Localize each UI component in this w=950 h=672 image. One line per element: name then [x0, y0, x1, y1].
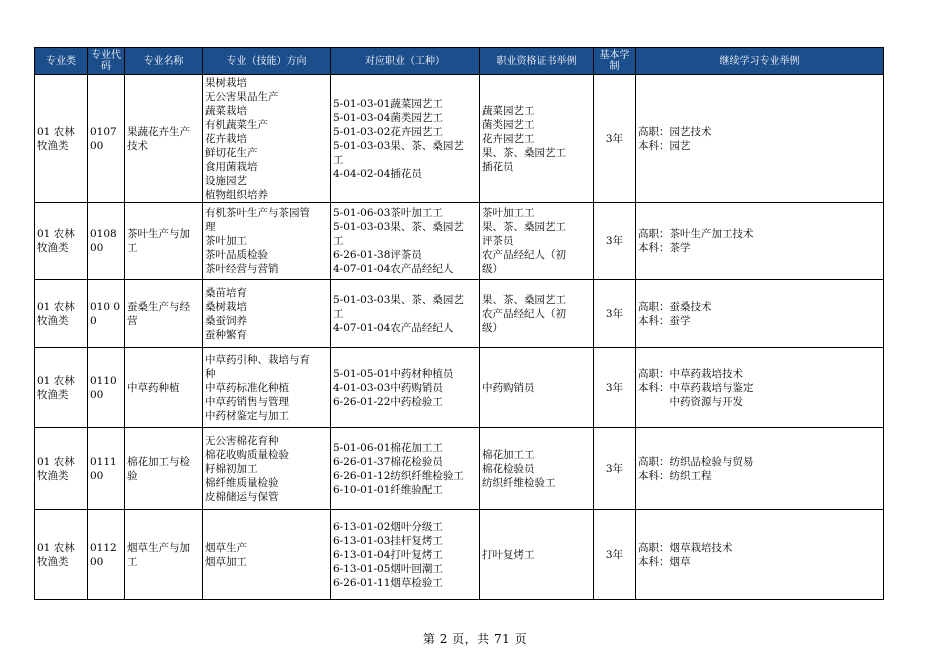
cell-code: 010700	[88, 75, 125, 203]
header-certs: 职业资格证书举例	[480, 48, 594, 75]
header-row	[35, 48, 884, 75]
cell-certs: 茶叶加工工 果、茶、桑园艺工 评茶员 农产品经纪人（初 级）	[480, 203, 594, 280]
specialty-table	[34, 47, 884, 600]
header-jobs: 对应职业（工种）	[331, 48, 480, 75]
cell-continue: 高职：烟草栽培技术 本科：烟草	[636, 510, 884, 600]
cell-certs: 中药购销员	[480, 348, 594, 428]
cell-jobs: 5-01-05-01中药材种植员 4-01-03-03中药购销员 6-26-01-22中药检验工	[331, 348, 480, 428]
cell-category: 01 农林 牧渔类	[35, 75, 88, 203]
header-continue: 继续学习专业举例	[636, 48, 884, 75]
cell-years: 3年	[594, 428, 636, 510]
cell-jobs: 5-01-03-01蔬菜园艺工 5-01-03-04菌类园艺工 5-01-03-02花卉园艺工 5-01-03-03果、茶、桑园艺 工 4-04-02-04插花员	[331, 75, 480, 203]
header-code: 专业代码	[88, 48, 125, 75]
cell-category: 01 农林 牧渔类	[35, 280, 88, 348]
cell-years: 3年	[594, 348, 636, 428]
cell-continue: 高职：园艺技术 本科：园艺	[636, 75, 884, 203]
header-years: 基本学制	[594, 48, 636, 75]
cell-years: 3年	[594, 75, 636, 203]
cell-certs: 棉花加工工 棉花检验员 纺织纤维检验工	[480, 428, 594, 510]
cell-jobs: 5-01-06-01棉花加工工 6-26-01-37棉花检验员 6-26-01-12纺织纤维检验工 6-10-01-01纤维验配工	[331, 428, 480, 510]
table-row	[35, 428, 884, 510]
cell-direction: 有机茶叶生产与茶园管 理 茶叶加工 茶叶品质检验 茶叶经营与营销	[203, 203, 331, 280]
cell-years: 3年	[594, 510, 636, 600]
cell-jobs: 6-13-01-02烟叶分级工 6-13-01-03挂杆复烤工 6-13-01-04打叶复烤工 6-13-01-05烟叶回潮工 6-26-01-11烟草检验工	[331, 510, 480, 600]
cell-continue: 高职：蚕桑技术 本科：蚕学	[636, 280, 884, 348]
cell-years: 3年	[594, 203, 636, 280]
page-footer: 第 2 页，共 71 页	[422, 632, 528, 646]
cell-direction: 桑苗培育 桑树栽培 桑蚕饲养 蚕种繁育	[203, 280, 331, 348]
cell-years: 3年	[594, 280, 636, 348]
cell-jobs: 5-01-03-03果、茶、桑园艺 工 4-07-01-04农产品经纪人	[331, 280, 480, 348]
cell-code: 010 00	[88, 280, 125, 348]
table-row	[35, 348, 884, 428]
table-row	[35, 280, 884, 348]
cell-name: 果蔬花卉生产 技术	[125, 75, 203, 203]
cell-category: 01 农林 牧渔类	[35, 510, 88, 600]
cell-category: 01 农林 牧渔类	[35, 203, 88, 280]
cell-category: 01 农林 牧渔类	[35, 348, 88, 428]
cell-jobs: 5-01-06-03茶叶加工工 5-01-03-03果、茶、桑园艺 工 6-26-01-38评茶员 4-07-01-04农产品经纪人	[331, 203, 480, 280]
cell-direction: 中草药引种、栽培与育 种 中草药标准化种植 中草药销售与管理 中药材鉴定与加工	[203, 348, 331, 428]
cell-code: 010800	[88, 203, 125, 280]
cell-category: 01 农林 牧渔类	[35, 428, 88, 510]
cell-name: 茶叶生产与加 工	[125, 203, 203, 280]
cell-name: 中草药种植	[125, 348, 203, 428]
cell-certs: 蔬菜园艺工 菌类园艺工 花卉园艺工 果、茶、桑园艺工 插花员	[480, 75, 594, 203]
header-name: 专业名称	[125, 48, 203, 75]
cell-continue: 高职：纺织品检验与贸易 本科：纺织工程	[636, 428, 884, 510]
cell-direction: 烟草生产 烟草加工	[203, 510, 331, 600]
cell-code: 011200	[88, 510, 125, 600]
cell-certs: 打叶复烤工	[480, 510, 594, 600]
header-direction: 专业（技能）方向	[203, 48, 331, 75]
cell-name: 蚕桑生产与经 营	[125, 280, 203, 348]
cell-continue: 高职：茶叶生产加工技术 本科：茶学	[636, 203, 884, 280]
cell-name: 棉花加工与检 验	[125, 428, 203, 510]
cell-code: 011000	[88, 348, 125, 428]
cell-name: 烟草生产与加 工	[125, 510, 203, 600]
table-row	[35, 75, 884, 203]
cell-direction: 果树栽培 无公害果品生产 蔬菜栽培 有机蔬菜生产 花卉栽培 鲜切花生产 食用菌栽培 设施园艺 植物组织培养	[203, 75, 331, 203]
table-row	[35, 203, 884, 280]
cell-direction: 无公害棉花育种 棉花收购质量检验 籽棉初加工 棉纤维质量检验 皮棉储运与保管	[203, 428, 331, 510]
header-category: 专业类	[35, 48, 88, 75]
cell-code: 011100	[88, 428, 125, 510]
cell-certs: 果、茶、桑园艺工 农产品经纪人（初 级）	[480, 280, 594, 348]
cell-continue: 高职：中草药栽培技术 本科：中草药栽培与鉴定 中药资源与开发	[636, 348, 884, 428]
table-row	[35, 510, 884, 600]
